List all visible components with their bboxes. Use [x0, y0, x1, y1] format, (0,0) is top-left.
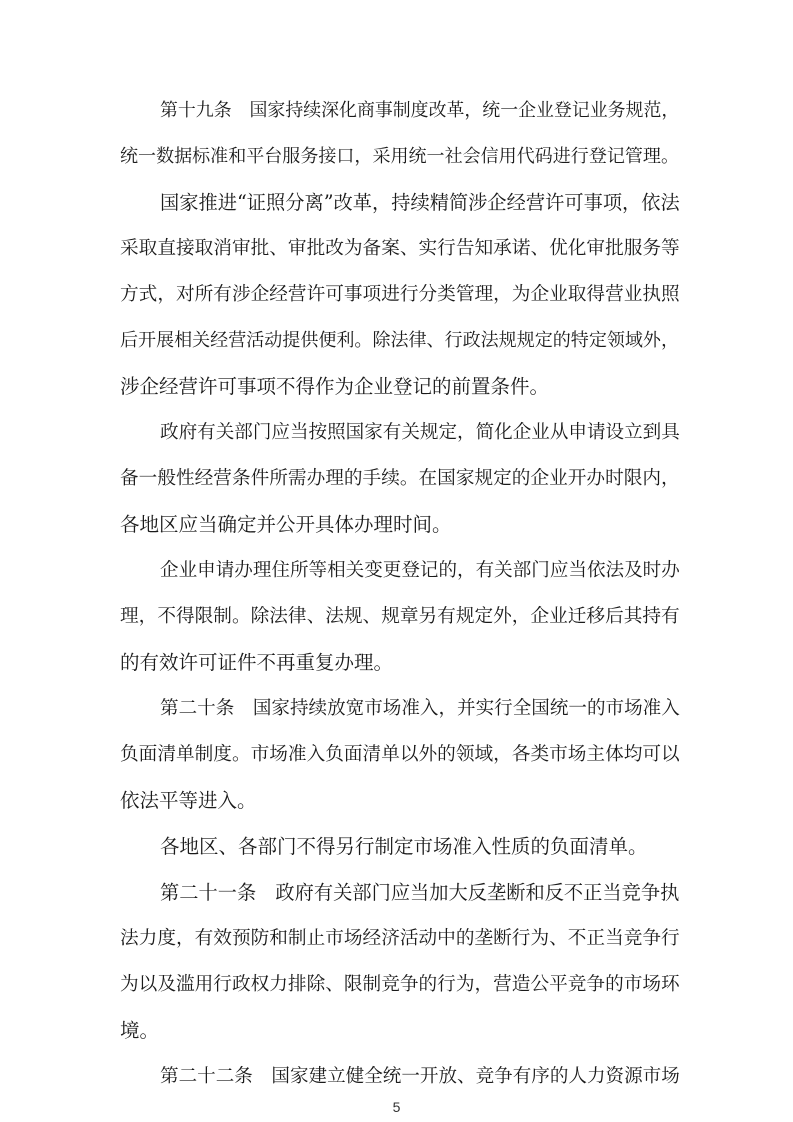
page-number: 5 — [392, 1099, 401, 1115]
text-line-13: 的有效许可证件不再重复办理。 — [120, 651, 394, 674]
text-line-16: 依法平等进入。 — [120, 789, 257, 812]
text-line-5: 方式，对所有涉企经营许可事项进行分类管理，为企业取得营业执照 — [120, 284, 680, 305]
text-line-7: 涉企经营许可事项不得作为企业登记的前置条件。 — [120, 375, 550, 398]
text-line-22: 第二十二条 国家建立健全统一开放、竞争有序的人力资源市场 — [160, 1066, 680, 1087]
text-line-15: 负面清单制度。市场准入负面清单以外的领域，各类市场主体均可以 — [120, 744, 680, 765]
text-line-11: 企业申请办理住所等相关变更登记的，有关部门应当依法及时办 — [160, 560, 680, 581]
text-line-20: 为以及滥用行政权力排除、限制竞争的行为，营造公平竞争的市场环 — [120, 974, 680, 995]
text-line-8: 政府有关部门应当按照国家有关规定，简化企业从申请设立到具 — [160, 422, 680, 443]
text-line-19: 法力度，有效预防和制止市场经济活动中的垄断行为、不正当竞争行 — [120, 928, 680, 949]
text-line-21: 境。 — [120, 1019, 160, 1042]
text-line-18: 第二十一条 政府有关部门应当加大反垄断和反不正当竞争执 — [160, 881, 680, 904]
text-line-2: 统一数据标准和平台服务接口，采用统一社会信用代码进行登记管理。 — [120, 146, 679, 167]
text-line-6: 后开展相关经营活动提供便利。除法律、行政法规规定的特定领域外， — [120, 330, 679, 351]
text-line-14: 第二十条 国家持续放宽市场准入，并实行全国统一的市场准入 — [160, 698, 680, 719]
text-line-9: 备一般性经营条件所需办理的手续。在国家规定的企业开办时限内， — [120, 468, 680, 489]
text-line-4: 采取直接取消审批、审批改为备案、实行告知承诺、优化审批服务等 — [120, 238, 680, 259]
text-line-10: 各地区应当确定并公开具体办理时间。 — [120, 513, 452, 536]
text-line-3: 国家推进“证照分离”改革，持续精简涉企经营许可事项，依法 — [160, 191, 680, 214]
text-line-12: 理，不得限制。除法律、法规、规章另有规定外，企业迁移后其持有 — [120, 606, 680, 627]
text-line-1: 第十九条 国家持续深化商事制度改革，统一企业登记业务规范， — [160, 100, 680, 121]
text-line-17: 各地区、各部门不得另行制定市场准入性质的负面清单。 — [160, 835, 648, 858]
